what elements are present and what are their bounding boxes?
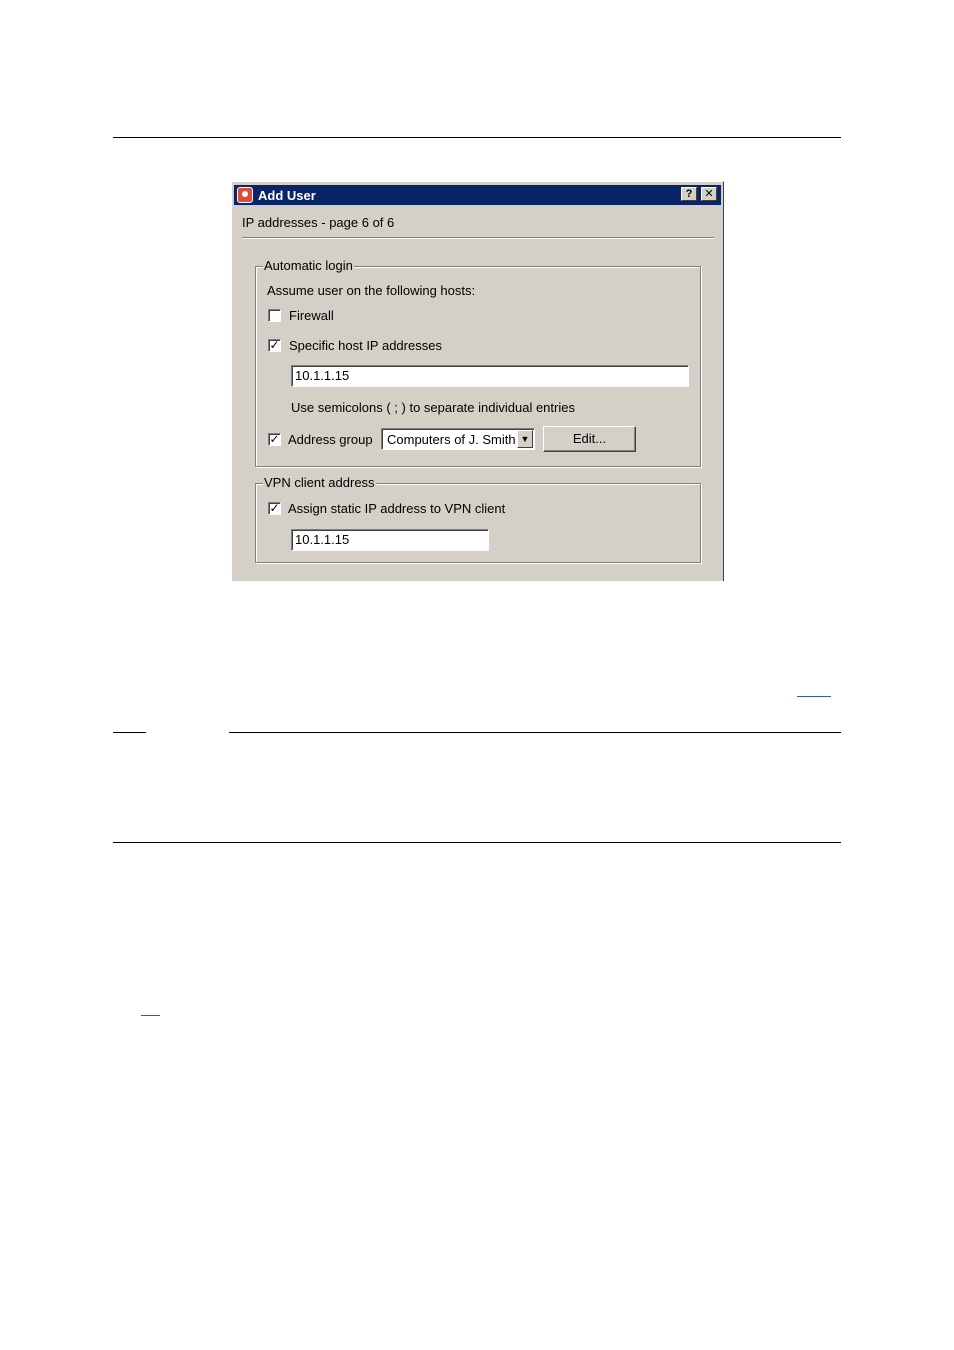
address-group-select[interactable] [381, 428, 535, 450]
dialog-title: Add User [258, 188, 316, 203]
section-rule [113, 842, 841, 843]
automatic-login-legend: Automatic login [264, 258, 353, 273]
chevron-down-icon: ▼ [520, 434, 530, 444]
address-group-label[interactable]: Address group [288, 432, 373, 447]
title-bar[interactable] [234, 185, 721, 205]
check-icon: ✓ [269, 432, 280, 446]
dropdown-arrow[interactable] [517, 430, 533, 448]
specific-hosts-checkbox[interactable] [268, 339, 281, 352]
close-icon: ✕ [704, 188, 714, 200]
vpn-legend: VPN client address [264, 475, 375, 490]
table-rule-left [113, 732, 146, 733]
check-icon: ✓ [269, 501, 280, 515]
help-button[interactable]: ? [681, 187, 697, 201]
close-button[interactable] [701, 187, 717, 201]
vpn-ip-input[interactable]: 10.1.1.15 [291, 529, 489, 551]
semicolon-hint: Use semicolons ( ; ) to separate individual entries [291, 400, 575, 415]
edit-button[interactable]: Edit... [543, 426, 636, 452]
page-label: IP addresses - page 6 of 6 [242, 215, 395, 230]
specific-hosts-label[interactable]: Specific host IP addresses [289, 338, 442, 353]
address-group-checkbox[interactable] [268, 433, 281, 446]
add-user-dialog [231, 181, 724, 581]
hosts-prompt: Assume user on the following hosts: [267, 283, 476, 298]
header-separator [242, 237, 714, 239]
link-underline-2[interactable] [141, 1015, 160, 1016]
top-rule [113, 137, 841, 138]
assign-static-checkbox[interactable] [268, 502, 281, 515]
address-group-value: Computers of J. Smith [387, 432, 516, 447]
app-icon [237, 187, 253, 203]
firewall-checkbox[interactable] [268, 309, 281, 322]
link-underline[interactable] [797, 696, 831, 697]
firewall-label[interactable]: Firewall [289, 308, 334, 323]
table-rule-right [229, 732, 841, 733]
automatic-login-group [255, 258, 701, 467]
vpn-client-group [255, 475, 701, 563]
specific-hosts-input[interactable]: 10.1.1.15 [291, 365, 689, 387]
assign-static-label[interactable]: Assign static IP address to VPN client [288, 501, 506, 516]
check-icon: ✓ [269, 338, 280, 352]
